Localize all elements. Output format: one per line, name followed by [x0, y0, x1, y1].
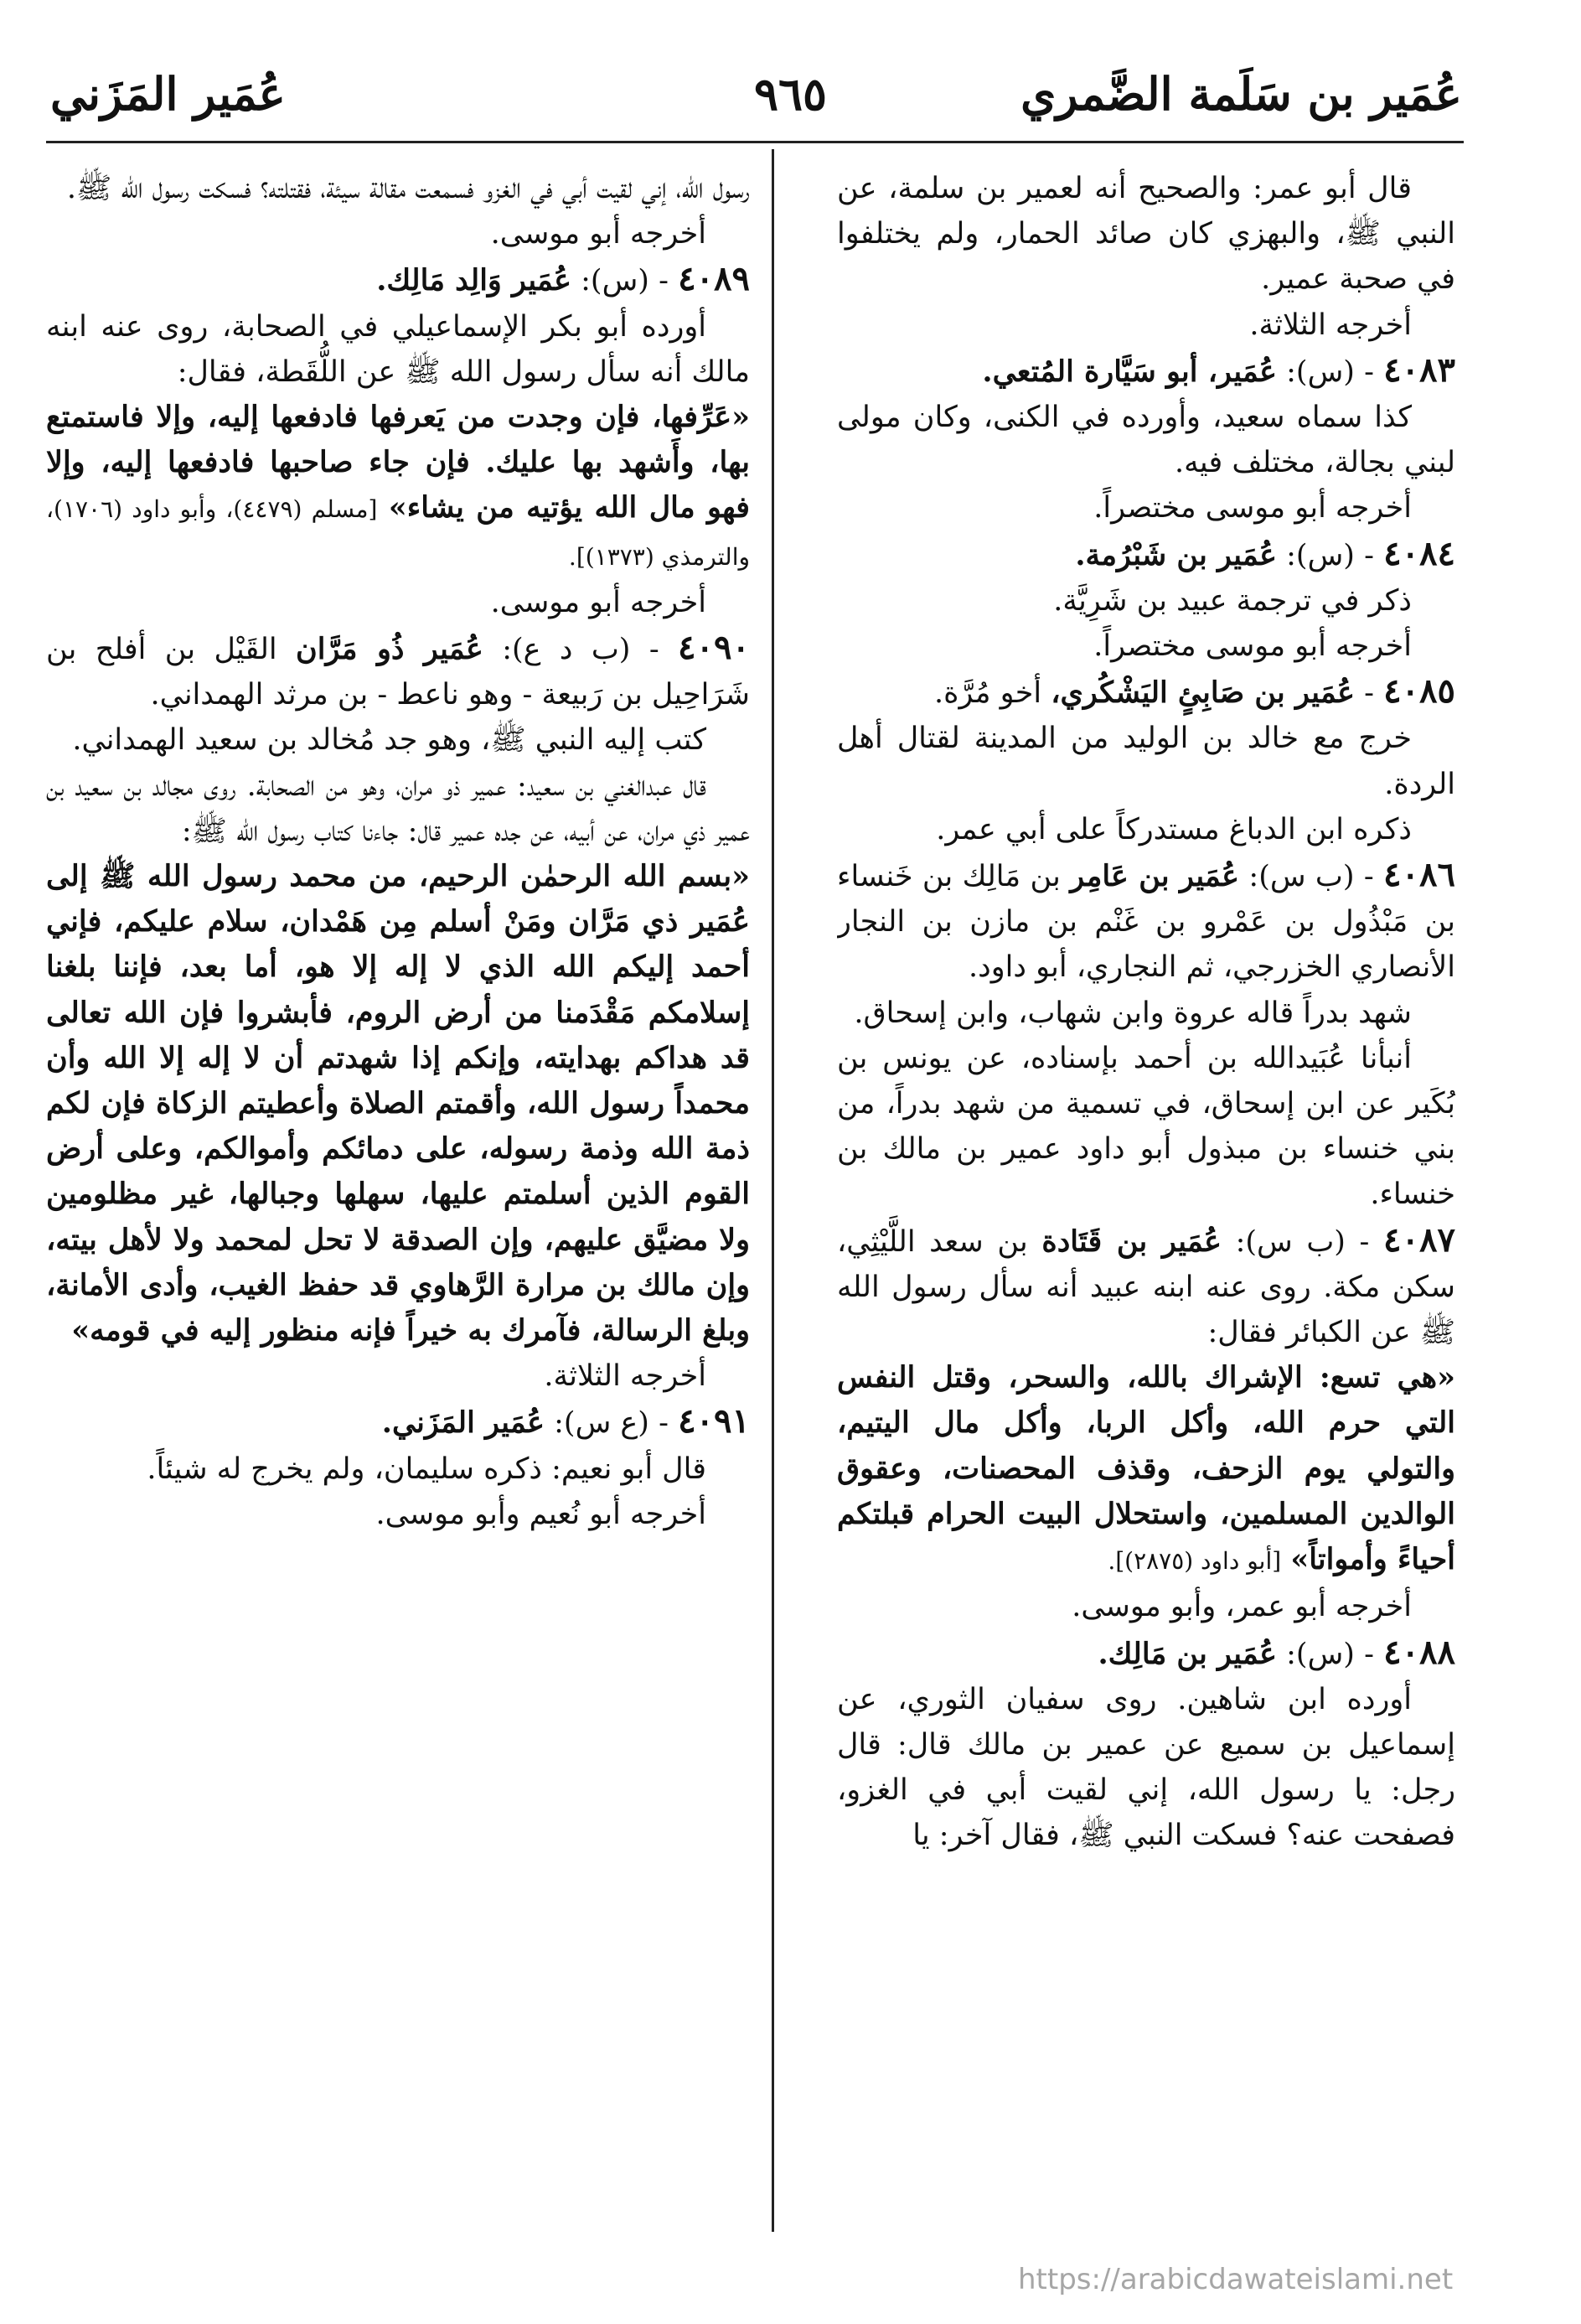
paragraph: أخرجه أبو موسى.	[490, 217, 706, 251]
paragraph: أخرجه الثلاثة.	[1249, 308, 1412, 342]
entry-name: عُمَير وَالِد مَالِك.	[376, 263, 571, 298]
entry-name: عُمَير، أبو سَيَّارة المُتعي.	[982, 354, 1277, 389]
paragraph: خرج مع خالد بن الوليد من المدينة لقتال أهل الردة.	[837, 722, 1455, 801]
entry-number: ٤٠٩٠	[678, 628, 750, 668]
entry-code: - (س):	[1286, 355, 1374, 389]
page-number: ٩٦٥	[753, 67, 827, 121]
hadith-text: «هي تسع: الإشراك بالله، والسحر، وقتل النفس التي حرم الله، وأكل الربا، وأكل مال اليتيم، والتولي يوم الزحف، وقذف المحصنات، وعقوق الوالدين المسلمين، واستحلال البيت الحرام قبلتكم أحياءً وأمواتاً»	[837, 1360, 1455, 1577]
entry-heading	[837, 1218, 1455, 1356]
entry-code: - (ع س):	[554, 1406, 669, 1441]
paragraph: قال أبو نعيم: ذكره سليمان، ولم يخرج له شيئاً.	[147, 1452, 706, 1486]
entry-number: ٤٠٩١	[678, 1401, 750, 1442]
entry-name: عُمَير ذُو مَرَّان	[296, 632, 483, 667]
column-divider	[772, 149, 774, 2232]
running-head-right: عُمَير بن سَلَمة الضَّمري	[1020, 67, 1462, 121]
entry-name: عُمَير المَزَني.	[381, 1405, 545, 1441]
entry-name: عُمَير بن مَالِك.	[1098, 1636, 1277, 1671]
entry-number: ٤٠٨٦	[1383, 855, 1455, 895]
entry-heading	[46, 256, 750, 303]
entry-lineage: القَيْل بن أفلح بن شَرَاحِيل بن رَبيعة - وهو ناعط - بن مرثد الهمداني.	[46, 633, 750, 712]
paragraph: أخرجه أبو موسى مختصراً.	[1093, 491, 1412, 525]
paragraph: أخرجه أبو عمر، وأبو موسى.	[1072, 1590, 1412, 1624]
entry-heading	[837, 531, 1455, 578]
entry-name: عُمَير بن عَامِر	[1070, 859, 1240, 894]
entry-lineage: أخو مُرَّة.	[933, 676, 1042, 711]
entry-number: ٤٠٨٤	[1383, 533, 1455, 573]
entry-heading	[837, 1630, 1455, 1677]
hadith-text: «بسم الله الرحمٰن الرحيم، من محمد رسول الله ﷺ إلى عُمَير ذي مَرَّان ومَنْ أسلم مِن هَمْدان، سلام عليكم، فإني أحمد إليكم الله الذي لا إله إلا هو، أما بعد، فإننا بلغنا إسلامكم مَقْدَمنا من أرض الروم، فأبشروا فإن الله تعالى قد هداكم بهدايته، وإنكم إذا شهدتم أن لا إله إلا الله وأن محمداً رسول الله، وأقمتم الصلاة وأعطيتم الزكاة فإن لكم ذمة الله وذمة رسوله، على دمائكم وأموالكم، وعلى أرض القوم الذين أسلمتم عليها، سهلها وجبالها، غير مظلومين ولا مضيَّق عليهم، وإن الصدقة لا تحل لمحمد ولا لأهل بيته، وإن مالك بن مرارة الرَّهاوي قد حفظ الغيب، وأدى الأمانة، وبلغ الرسالة، فآمرك به خيراً فإنه منظور إليه في قومه»	[46, 859, 750, 1348]
entry-heading	[46, 625, 750, 717]
paragraph: أخرجه أبو موسى مختصراً.	[1093, 629, 1412, 664]
paragraph: رسول الله، إني لقيت أبي في الغزو فسمعت مقالة سيئة، فقتلته؟ فسكت رسول الله ﷺ.	[66, 172, 750, 205]
paragraph: ذكر في ترجمة عبيد بن شَرِيَّة.	[1053, 583, 1412, 618]
hadith-text: «عَرِّفها، فإن وجدت من يَعرفها فادفعها إليه، وإلا فاستمتع بها، وأَشهد بها عليك. فإن جاء صاحبها فادفعها إليه، وإلا فهو مال الله يؤتيه من يشاء»	[46, 400, 750, 525]
entry-code: - (ب د ع):	[502, 633, 659, 667]
paragraph: شهد بدراً قاله عروة وابن شهاب، وابن إسحاق.	[854, 996, 1412, 1030]
entry-name: عُمَير بن صَابِئٍ اليَشْكُري،	[1051, 675, 1355, 711]
paragraph: ذكره ابن الدباغ مستدركاً على أبي عمر.	[936, 812, 1412, 846]
entry-code: -	[1364, 676, 1374, 711]
running-head-left: عُمَير المَزَني	[50, 67, 286, 121]
entry-number: ٤٠٨٨	[1383, 1632, 1455, 1672]
header-rule	[46, 141, 1464, 143]
paragraph: أنبأنا عُبَيدالله بن أحمد بإسناده، عن يونس بن بُكَير عن ابن إسحاق، في تسمية من شهد بدراً، من بني خنساء بن مبذول أبو داود عمير بن مالك بن خنساء.	[837, 1041, 1455, 1212]
entry-number: ٤٠٨٩	[678, 259, 750, 299]
entry-code: - (ب س):	[1235, 1224, 1370, 1259]
hadith-quote	[46, 395, 750, 580]
hadith-reference: [أبو داود (٢٨٧٥)].	[1108, 1547, 1282, 1576]
watermark-url: https://arabicdawateislami.net	[1018, 2263, 1454, 2296]
entry-lineage: بن سعد اللَّيْثِي، سكن مكة. روى عنه ابنه عبيد أنه سأل رسول الله ﷺ عن الكبائر فقال:	[837, 1224, 1455, 1350]
entry-number: ٤٠٨٥	[1383, 671, 1455, 712]
paragraph: كذا سماه سعيد، وأورده في الكنى، وكان مولى لبني بجالة، مختلف فيه.	[837, 401, 1455, 480]
entry-heading	[46, 1399, 750, 1446]
entry-lineage: بن مَالِك بن خَنساء بن مَبْذُول بن عَمْرو بن غَنْم بن مازن بن النجار الأنصاري الخزرجي، ثم النجاري، أبو داود.	[837, 860, 1455, 985]
entry-code: - (س):	[1286, 538, 1374, 572]
entry-heading	[837, 348, 1455, 395]
paragraph: قال عبدالغني بن سعيد: عمير ذو مران، وهو من الصحابة. روى مجالد بن سعيد بن عمير ذي مران، عن أبيه، عن جده عمير قال: جاءنا كتاب رسول الله ﷺ:	[46, 769, 750, 848]
paragraph: أخرجه الثلاثة.	[544, 1359, 706, 1394]
paragraph: أخرجه أبو نُعيم وأبو موسى.	[375, 1497, 706, 1531]
entry-code: - (س):	[581, 264, 669, 298]
entry-number: ٤٠٨٧	[1383, 1219, 1455, 1260]
paragraph: كتب إليه النبي ﷺ، وهو جد مُخالد بن سعيد الهمداني.	[72, 723, 706, 758]
entry-code: - (س):	[1286, 1637, 1374, 1671]
entry-heading	[837, 669, 1455, 716]
left-column	[46, 166, 750, 2236]
hadith-quote	[837, 1355, 1455, 1584]
hadith-quote	[46, 854, 750, 1354]
entry-number: ٤٠٨٣	[1383, 349, 1455, 390]
paragraph: أورده أبو بكر الإسماعيلي في الصحابة، روى عنه ابنه مالك أنه سأل رسول الله ﷺ عن اللُّقَطة، فقال:	[46, 309, 750, 389]
entry-name: عُمَير بن قَتَادة	[1041, 1224, 1222, 1259]
entry-name: عُمَير بن شَبْرُمة.	[1075, 537, 1277, 572]
paragraph: قال أبو عمر: والصحيح أنه لعمير بن سلمة، عن النبي ﷺ، والبهزي كان صائد الحمار، ولم يختلفوا في صحبة عمير.	[837, 172, 1455, 297]
right-column	[837, 166, 1455, 2236]
paragraph: أورده ابن شاهين. روى سفيان الثوري، عن إسماعيل بن سميع عن عمير بن مالك قال: قال رجل: يا رسول الله، إني لقيت أبي في الغزو، فصفحت عنه؟ فسكت النبي ﷺ، فقال آخر: يا	[837, 1682, 1455, 1853]
entry-heading	[837, 852, 1455, 991]
entry-code: - (ب س):	[1248, 860, 1374, 894]
paragraph: أخرجه أبو موسى.	[490, 585, 706, 619]
hadith-reference: [مسلم (٤٤٧٩)، وأبو داود (١٧٠٦)، والترمذي (١٣٧٣)].	[46, 495, 750, 571]
